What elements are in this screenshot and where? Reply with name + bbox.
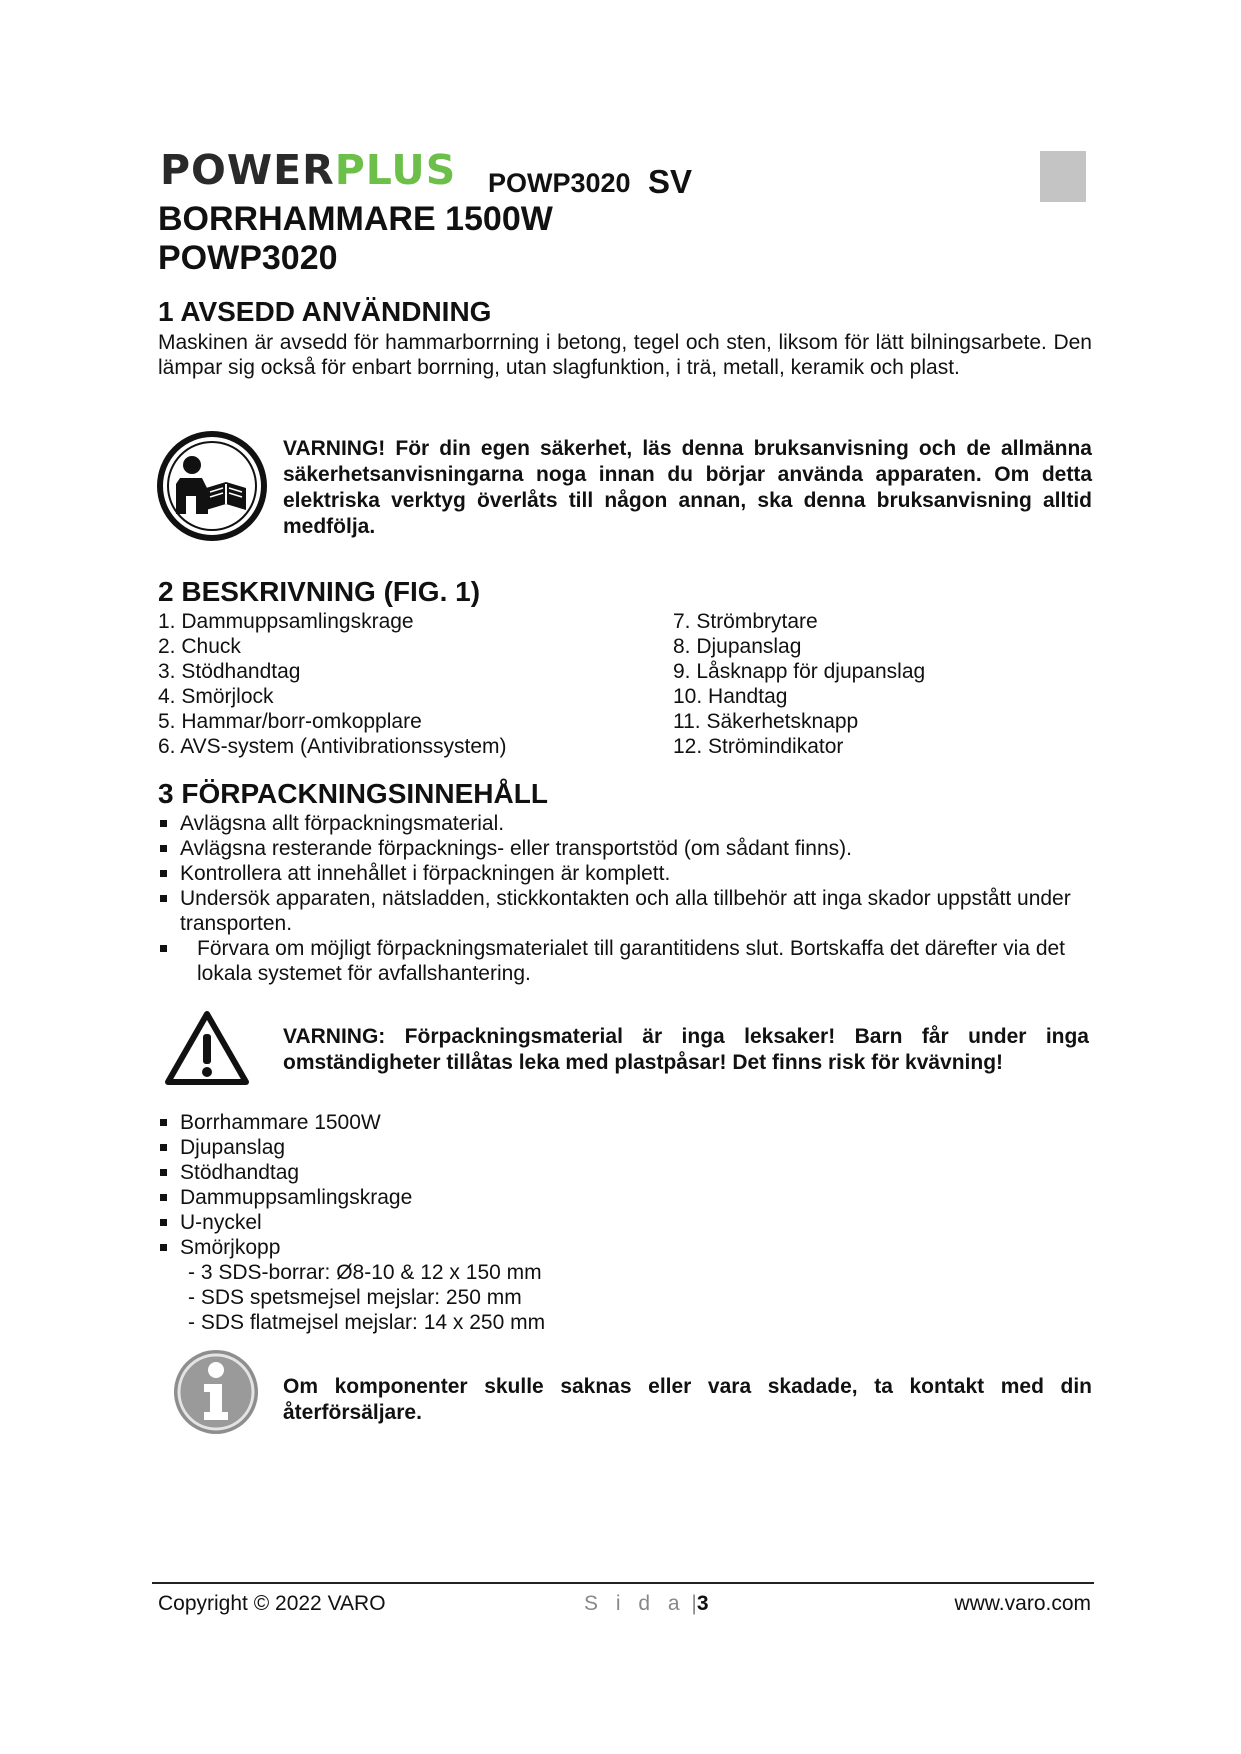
list-item: Djupanslag: [158, 1135, 412, 1160]
language-code: SV: [648, 163, 693, 200]
list-item: - SDS spetsmejsel mejslar: 250 mm: [188, 1286, 522, 1309]
list-item: 12. Strömindikator: [673, 735, 844, 758]
brand-logo-power: POWER: [160, 146, 335, 194]
description-list-right: [673, 609, 925, 759]
list-item: 5. Hammar/borr-omkopplare: [158, 710, 422, 733]
list-item: 3. Stödhandtag: [158, 660, 301, 683]
list-item: Avlägsna resterande förpacknings- eller transportstöd (om sådant finns).: [158, 836, 1092, 861]
page-title: BORRHAMMARE 1500W: [158, 200, 553, 238]
package-contents: [158, 1110, 412, 1260]
list-item: Avlägsna allt förpackningsmaterial.: [158, 811, 1092, 836]
package-sub-contents: [158, 1260, 545, 1335]
footer-divider: [152, 1582, 1094, 1584]
list-item: 6. AVS-system (Antivibrationssystem): [158, 735, 507, 758]
list-item: 8. Djupanslag: [673, 635, 802, 658]
unpacking-steps: [158, 811, 1092, 986]
section-3-info: Om komponenter skulle saknas eller vara skadade, ta kontakt med din återförsäljare.: [283, 1375, 1092, 1424]
list-item: 1. Dammuppsamlingskrage: [158, 610, 414, 633]
list-item: Dammuppsamlingskrage: [158, 1185, 412, 1210]
list-item: Borrhammare 1500W: [158, 1110, 412, 1135]
list-item: 7. Strömbrytare: [673, 610, 818, 633]
section-3-heading: 3 FÖRPACKNINGSINNEHÅLL: [158, 778, 548, 809]
warning-triangle-icon: [164, 1010, 250, 1088]
page-title-model: POWP3020: [158, 239, 338, 277]
page-label: S i d a: [584, 1592, 686, 1615]
list-item: - 3 SDS-borrar: Ø8-10 & 12 x 150 mm: [188, 1261, 542, 1284]
footer-website: www.varo.com: [954, 1592, 1091, 1615]
section-3-warning: VARNING: Förpackningsmaterial är inga leksaker! Barn får under inga omständigheter tillåtas leka med plastpåsar! Det finns risk för kvävning!: [283, 1025, 1089, 1074]
header-model: POWP3020: [488, 168, 631, 198]
list-item: 11. Säkerhetsknapp: [673, 710, 859, 733]
page-separator: |: [691, 1592, 697, 1615]
section-2-heading: 2 BESKRIVNING (FIG. 1): [158, 576, 481, 607]
section-1-text: Maskinen är avsedd för hammarborrning i betong, tegel och sten, liksom för lätt bilningsarbete. Den lämpar sig också för enbart borrning, utan slagfunktion, i trä, metall, keramik och plast.: [158, 331, 1092, 379]
list-item: Smörjkopp: [158, 1235, 412, 1260]
list-item: 2. Chuck: [158, 635, 241, 658]
section-1-warning: VARNING! För din egen säkerhet, läs denna bruksanvisning och de allmänna säkerhetsanvisningarna noga innan du börjar använda apparaten. Om detta elektriska verktyg överlåts till någon annan, ska denna bruksanvisning alltid medfölja.: [283, 437, 1092, 538]
list-item: Förvara om möjligt förpackningsmaterialet till garantitidens slut. Bortskaffa det därefter via det lokala systemet för avfallshantering.: [158, 936, 1092, 986]
list-item: Stödhandtag: [158, 1160, 412, 1185]
list-item: 9. Låsknapp för djupanslag: [673, 660, 926, 683]
info-icon: [172, 1348, 260, 1436]
page-number: 3: [696, 1592, 709, 1615]
read-manual-icon: [156, 430, 268, 542]
list-item: Undersök apparaten, nätsladden, stickkontakten och alla tillbehör att inga skador uppstått under transporten.: [158, 886, 1092, 936]
footer-page: [584, 1592, 709, 1616]
list-item: U-nyckel: [158, 1210, 412, 1235]
list-item: Kontrollera att innehållet i förpackningen är komplett.: [158, 861, 1092, 886]
gray-marker-square: [1040, 151, 1086, 202]
brand-logo: [160, 146, 457, 194]
list-item: - SDS flatmejsel mejslar: 14 x 250 mm: [188, 1311, 546, 1334]
list-item: 4. Smörjlock: [158, 685, 274, 708]
description-list-left: [158, 609, 507, 759]
list-item: 10. Handtag: [673, 685, 788, 708]
footer-copyright: Copyright © 2022 VARO: [158, 1592, 386, 1615]
brand-logo-plus: PLUS: [334, 146, 457, 194]
section-1-heading: 1 AVSEDD ANVÄNDNING: [158, 296, 492, 327]
